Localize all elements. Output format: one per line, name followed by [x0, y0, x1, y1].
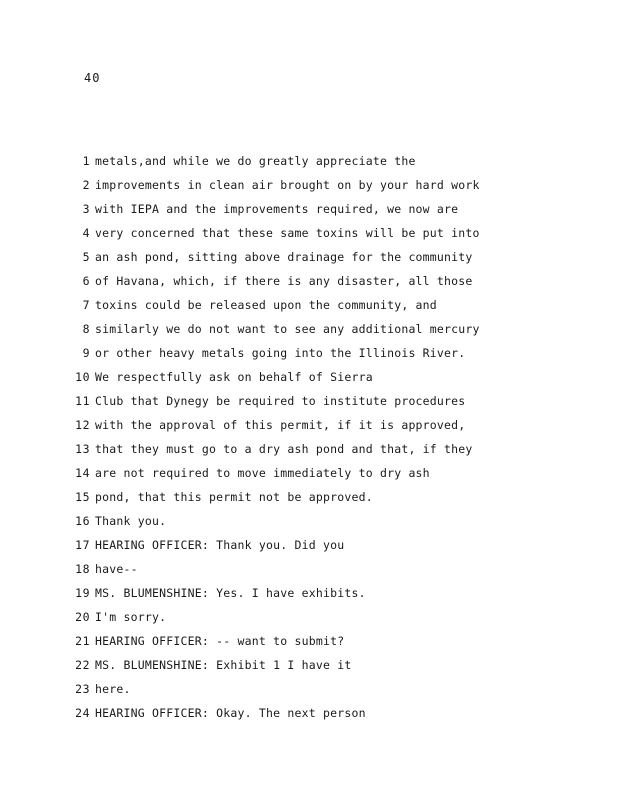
line-text: that they must go to a dry ash pond and that, if they: [95, 442, 473, 456]
line-number: 5: [82, 250, 90, 264]
line-text: HEARING OFFICER: -- want to submit?: [95, 634, 345, 648]
line-text: have--: [95, 562, 138, 576]
line-number: 15: [75, 490, 90, 504]
transcript-line: [0, 393, 618, 417]
line-number: 3: [82, 202, 90, 216]
line-text: with the approval of this permit, if it is approved,: [95, 418, 466, 432]
transcript-line: [0, 225, 618, 249]
transcript-body: [0, 153, 618, 729]
line-text: Club that Dynegy be required to institute procedures: [95, 394, 466, 408]
line-number: 9: [82, 346, 90, 360]
line-text: metals,and while we do greatly appreciate the: [95, 154, 416, 168]
transcript-line: [0, 537, 618, 561]
transcript-line: [0, 201, 618, 225]
transcript-line: [0, 297, 618, 321]
line-number: 18: [75, 562, 90, 576]
transcript-line: [0, 489, 618, 513]
line-number: 7: [82, 298, 90, 312]
transcript-line: [0, 369, 618, 393]
transcript-line: [0, 633, 618, 657]
transcript-line: [0, 657, 618, 681]
line-number: 13: [75, 442, 90, 456]
line-text: are not required to move immediately to dry ash: [95, 466, 430, 480]
transcript-line: [0, 321, 618, 345]
line-text: Thank you.: [95, 514, 167, 528]
transcript-line: [0, 417, 618, 441]
transcript-line: [0, 441, 618, 465]
transcript-line: [0, 273, 618, 297]
line-text: here.: [95, 682, 131, 696]
transcript-line: [0, 609, 618, 633]
line-number: 23: [75, 682, 90, 696]
transcript-line: [0, 153, 618, 177]
line-number: 11: [75, 394, 90, 408]
line-text: HEARING OFFICER: Okay. The next person: [95, 706, 366, 720]
line-text: HEARING OFFICER: Thank you. Did you: [95, 538, 345, 552]
line-number: 6: [82, 274, 90, 288]
line-text: an ash pond, sitting above drainage for the community: [95, 250, 473, 264]
line-text: We respectfully ask on behalf of Sierra: [95, 370, 373, 384]
transcript-line: [0, 513, 618, 537]
page-number: 40: [84, 71, 101, 85]
line-number: 21: [75, 634, 90, 648]
transcript-line: [0, 561, 618, 585]
transcript-line: [0, 177, 618, 201]
line-number: 22: [75, 658, 90, 672]
line-text: I'm sorry.: [95, 610, 167, 624]
transcript-line: [0, 249, 618, 273]
transcript-line: [0, 465, 618, 489]
line-text: MS. BLUMENSHINE: Exhibit 1 I have it: [95, 658, 352, 672]
transcript-line: [0, 345, 618, 369]
line-number: 8: [82, 322, 90, 336]
line-text: toxins could be released upon the community, and: [95, 298, 437, 312]
line-number: 2: [82, 178, 90, 192]
line-text: pond, that this permit not be approved.: [95, 490, 373, 504]
line-text: of Havana, which, if there is any disaster, all those: [95, 274, 473, 288]
line-number: 24: [75, 706, 90, 720]
line-text: MS. BLUMENSHINE: Yes. I have exhibits.: [95, 586, 366, 600]
line-number: 14: [75, 466, 90, 480]
line-text: improvements in clean air brought on by your hard work: [95, 178, 480, 192]
line-number: 17: [75, 538, 90, 552]
line-number: 12: [75, 418, 90, 432]
line-number: 19: [75, 586, 90, 600]
line-number: 10: [75, 370, 90, 384]
line-text: with IEPA and the improvements required, we now are: [95, 202, 459, 216]
line-text: very concerned that these same toxins will be put into: [95, 226, 480, 240]
line-text: or other heavy metals going into the Illinois River.: [95, 346, 466, 360]
line-number: 16: [75, 514, 90, 528]
line-number: 1: [82, 154, 90, 168]
line-number: 4: [82, 226, 90, 240]
transcript-line: [0, 681, 618, 705]
transcript-line: [0, 705, 618, 729]
transcript-line: [0, 585, 618, 609]
line-number: 20: [75, 610, 90, 624]
line-text: similarly we do not want to see any additional mercury: [95, 322, 480, 336]
